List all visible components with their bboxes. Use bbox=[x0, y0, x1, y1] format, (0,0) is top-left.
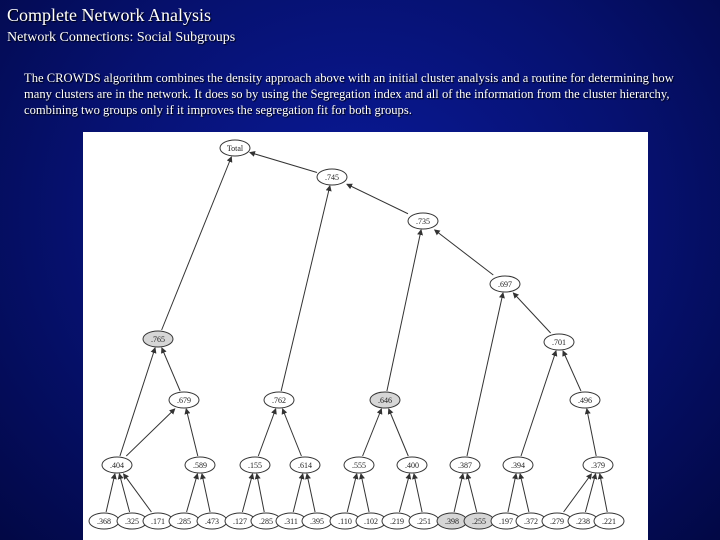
tree-edge bbox=[387, 230, 421, 391]
tree-node-label: .387 bbox=[458, 461, 472, 470]
tree-node-label: .325 bbox=[125, 517, 139, 526]
tree-node-label: .496 bbox=[578, 396, 592, 405]
tree-edge bbox=[563, 351, 581, 391]
tree-node-label: .735 bbox=[416, 217, 430, 226]
tree-cluster-node bbox=[570, 392, 600, 408]
tree-node-label: Total bbox=[226, 144, 244, 153]
tree-cluster-node bbox=[185, 457, 215, 473]
tree-edge bbox=[250, 152, 317, 172]
tree-node-label: .473 bbox=[205, 517, 219, 526]
tree-node-label: .765 bbox=[151, 335, 165, 344]
cluster-hierarchy-diagram bbox=[83, 132, 648, 540]
tree-node-label: .368 bbox=[97, 517, 111, 526]
tree-node-label: .285 bbox=[177, 517, 191, 526]
tree-node-label: .404 bbox=[110, 461, 124, 470]
tree-edge bbox=[600, 474, 607, 512]
tree-leaf-node bbox=[382, 513, 412, 529]
tree-edge bbox=[307, 474, 315, 512]
tree-leaf-node bbox=[409, 513, 439, 529]
tree-edge bbox=[281, 186, 330, 391]
tree-leaf-node bbox=[197, 513, 227, 529]
tree-leaf-node bbox=[169, 513, 199, 529]
tree-node-label: .197 bbox=[499, 517, 513, 526]
tree-cluster-node bbox=[143, 331, 173, 347]
tree-leaf-node bbox=[594, 513, 624, 529]
tree-node-label: .398 bbox=[445, 517, 459, 526]
tree-edge bbox=[389, 409, 409, 456]
tree-cluster-node bbox=[169, 392, 199, 408]
tree-edge bbox=[126, 409, 174, 456]
cluster-tree-svg bbox=[83, 132, 648, 540]
tree-node-label: .762 bbox=[272, 396, 286, 405]
tree-edge bbox=[258, 409, 275, 456]
tree-cluster-node bbox=[240, 457, 270, 473]
tree-node-label: .110 bbox=[338, 517, 352, 526]
tree-node-label: .697 bbox=[498, 280, 512, 289]
tree-node-label: .251 bbox=[417, 517, 431, 526]
tree-edge bbox=[106, 474, 115, 512]
tree-cluster-node bbox=[544, 334, 574, 350]
tree-node-label: .379 bbox=[591, 461, 605, 470]
tree-edge bbox=[283, 409, 302, 456]
tree-edge bbox=[435, 230, 494, 275]
tree-edge bbox=[162, 348, 180, 391]
tree-node-label: .589 bbox=[193, 461, 207, 470]
slide-description: The CROWDS algorithm combines the density approach above with an initial cluster analysis and a routine for determining how many clusters are in the network. It does so by using the Segregation index and all of the information from the cluster hierarchy, combining two groups only if it improves the segregation fit for both groups. bbox=[24, 71, 674, 117]
tree-cluster-node bbox=[290, 457, 320, 473]
tree-cluster-node bbox=[102, 457, 132, 473]
tree-node-label: .400 bbox=[405, 461, 419, 470]
tree-leaf-node bbox=[302, 513, 332, 529]
tree-edge bbox=[467, 474, 477, 512]
tree-node-label: .395 bbox=[310, 517, 324, 526]
tree-edge bbox=[361, 474, 369, 512]
tree-leaf-node bbox=[464, 513, 494, 529]
tree-edge bbox=[467, 293, 503, 456]
tree-node-label: .555 bbox=[352, 461, 366, 470]
tree-cluster-node bbox=[583, 457, 613, 473]
tree-edge bbox=[399, 474, 409, 512]
tree-edge bbox=[454, 474, 463, 512]
tree-edge bbox=[186, 409, 198, 456]
tree-edge bbox=[513, 293, 550, 333]
tree-cluster-node bbox=[408, 213, 438, 229]
tree-edge bbox=[521, 351, 556, 456]
tree-edge bbox=[242, 474, 252, 512]
tree-node-label: .745 bbox=[325, 173, 339, 182]
tree-cluster-node bbox=[503, 457, 533, 473]
tree-cluster-node bbox=[344, 457, 374, 473]
tree-node-label: .701 bbox=[552, 338, 566, 347]
tree-edge bbox=[187, 474, 198, 512]
tree-node-label: .646 bbox=[378, 396, 392, 405]
tree-node-label: .127 bbox=[233, 517, 247, 526]
tree-node-label: .219 bbox=[390, 517, 404, 526]
tree-cluster-node bbox=[317, 169, 347, 185]
slide-title: Complete Network Analysis bbox=[7, 5, 211, 25]
tree-edge bbox=[202, 474, 210, 512]
tree-cluster-node bbox=[264, 392, 294, 408]
tree-edge bbox=[120, 348, 155, 456]
tree-edge bbox=[414, 474, 422, 512]
tree-edge bbox=[293, 474, 303, 512]
tree-leaf-node bbox=[437, 513, 467, 529]
slide-subtitle: Network Connections: Social Subgroups bbox=[7, 30, 236, 45]
tree-edge bbox=[587, 409, 596, 456]
tree-node-label: .614 bbox=[298, 461, 312, 470]
tree-node-label: .311 bbox=[284, 517, 298, 526]
tree-node-label: .372 bbox=[524, 517, 538, 526]
tree-cluster-node bbox=[397, 457, 427, 473]
tree-node-label: .394 bbox=[511, 461, 525, 470]
tree-edge bbox=[257, 474, 264, 512]
tree-node-label: .285 bbox=[259, 517, 273, 526]
tree-edge bbox=[508, 474, 516, 512]
tree-edge bbox=[347, 184, 408, 213]
tree-node-label: .221 bbox=[602, 517, 616, 526]
tree-cluster-node bbox=[490, 276, 520, 292]
tree-node-label: .255 bbox=[472, 517, 486, 526]
tree-node-label: .279 bbox=[550, 517, 564, 526]
tree-node-label: .171 bbox=[151, 517, 165, 526]
tree-edge bbox=[363, 409, 382, 456]
tree-node-label: .155 bbox=[248, 461, 262, 470]
tree-root-node bbox=[220, 140, 250, 156]
tree-edge bbox=[520, 474, 529, 512]
tree-cluster-node bbox=[450, 457, 480, 473]
tree-leaf-node bbox=[89, 513, 119, 529]
tree-node-label: .238 bbox=[576, 517, 590, 526]
tree-cluster-node bbox=[370, 392, 400, 408]
tree-edge bbox=[162, 157, 232, 330]
tree-edge bbox=[347, 474, 357, 512]
tree-node-label: .102 bbox=[364, 517, 378, 526]
tree-node-label: .679 bbox=[177, 396, 191, 405]
